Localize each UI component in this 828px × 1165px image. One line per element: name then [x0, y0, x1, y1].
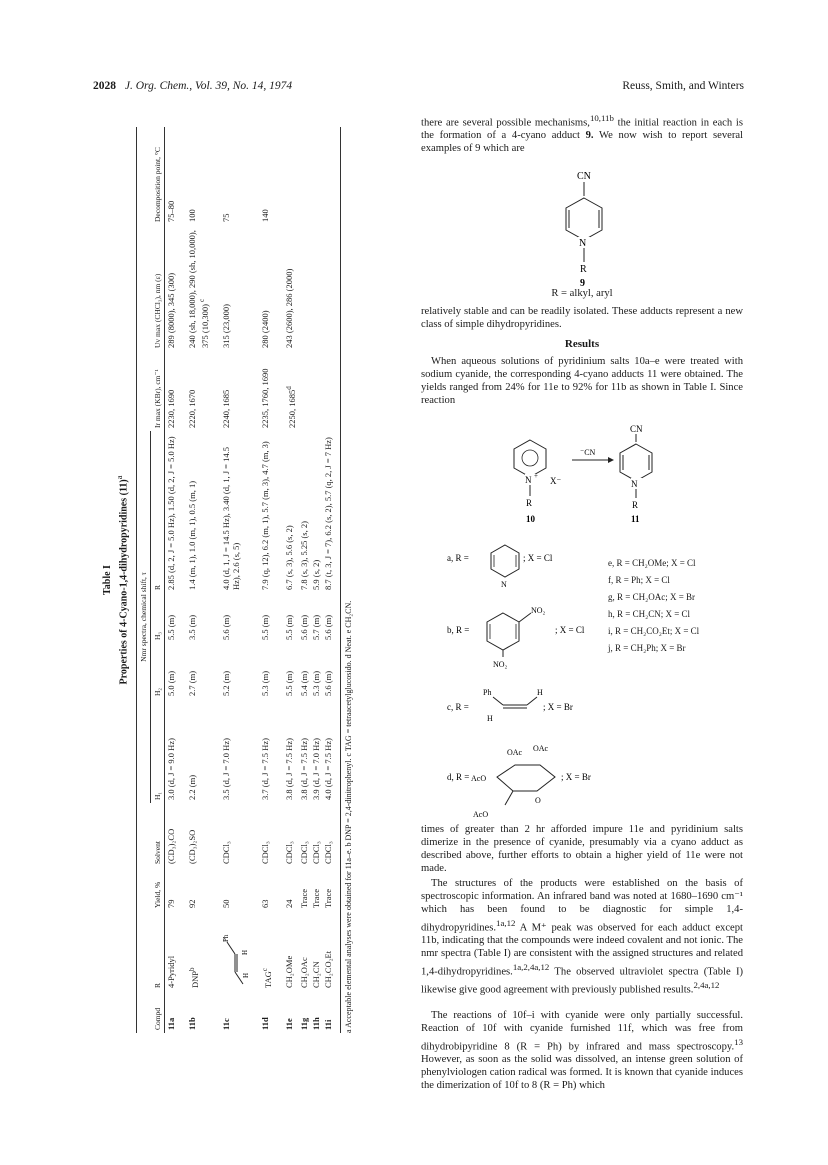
- p6-text-b: However, as soon as the solid was dissolved, an intense green solution of phenylviologen cation radical was formed. It is known that cyanide induces the dimerization of 10f to 8 (R = Ph) which: [421, 1054, 743, 1092]
- table-row: [177, 127, 211, 1033]
- cell-h1: 3.9 (d, J = 7.0 Hz): [310, 738, 321, 800]
- table-footnote: a Acceptable elemental analyses were obtained for 11a–e. b DNP = 2,4-dinitrophenyl. c TAG = tetraacetylglucosido. d Neat. e CH₂CN.: [340, 127, 353, 1033]
- legend-b: b, R =: [447, 625, 470, 635]
- cell-solvent: CDCl₃: [310, 841, 321, 864]
- svg-text:O: O: [535, 796, 541, 805]
- cell-uv: 243 (2600), 286 (2000): [283, 268, 294, 348]
- cell-h1: 2.2 (m): [187, 774, 198, 800]
- col-uv: Uv max (CHCl₃), nm (ε): [151, 225, 165, 351]
- cell-uv: 289 (8000), 345 (300): [166, 272, 177, 348]
- cell-uv: 280 (2400): [260, 310, 271, 348]
- paragraph-6: [421, 1010, 743, 1093]
- p1-text-b: the initial reaction in each is the formation of a 4-cyano adduct: [421, 117, 744, 142]
- cell-uv-mark: c: [198, 298, 207, 302]
- cell-nmr-r: 8.7 (t, 3, J = 7), 6.2 (s, 2), 5.7 (q, 2, J = 7 Hz): [322, 437, 333, 590]
- cell-h3: 5.6 (m): [322, 614, 333, 640]
- cell-nmr-r: 7.9 (q, 12), 6.2 (m, 1), 5.7 (m, 3), 4.7 (m, 3): [260, 441, 271, 590]
- cell-uv: 315 (23,000): [221, 304, 232, 348]
- ref: 2,4a,12: [693, 980, 720, 991]
- cell-r-mark: c: [261, 968, 270, 972]
- paragraph-4: [421, 824, 743, 876]
- cell-ir: 2235, 1760, 1690: [260, 368, 271, 428]
- table-row: [274, 127, 298, 1033]
- cell-compd: 11b: [187, 1017, 198, 1030]
- col-ir: Ir max (KBr), cm⁻¹: [151, 351, 165, 431]
- cell-yield: 79: [166, 899, 177, 908]
- cell-yield: Trace: [322, 888, 333, 908]
- svg-text:N: N: [525, 475, 532, 485]
- col-dp: Decomposition point, °C: [151, 127, 165, 225]
- col-yield: Yield, %: [151, 867, 165, 911]
- cell-h1: 3.7 (d, J = 7.5 Hz): [260, 738, 271, 800]
- table-region: [96, 120, 401, 1040]
- cell-h2: 5.2 (m): [221, 670, 232, 696]
- cell-solvent: CDCl₃: [283, 841, 294, 864]
- p3-text: When aqueous solutions of pyridinium salts 10a–e were treated with sodium cyanide, the corresponding 4-cyano adducts 11 were obtained. The yields ranged from 24% for 11e to 92% for 11b as shown in Table I. Since reaction: [421, 356, 743, 406]
- legend-item: j, R = CH₂Ph; X = Br: [608, 643, 686, 653]
- svg-text:H: H: [537, 688, 543, 697]
- cell-ir: 2220, 1670: [187, 389, 198, 428]
- page-number: 2028: [93, 80, 116, 92]
- journal-citation: J. Org. Chem., Vol. 39, No. 14, 1974: [124, 80, 293, 92]
- authors: Reuss, Smith, and Winters: [622, 80, 744, 92]
- p1-text-c: We now wish to report several examples of 9 which are: [421, 130, 743, 155]
- compound-11-label: 11: [631, 514, 640, 524]
- p6-text: The reactions of 10f–i with cyanide were only partially successful. Reaction of 10f with cyanide furnished 11f, which was free from dihydrobipyridine 8 (R = Ph) by infrared and mass spectroscopy.: [421, 1010, 743, 1053]
- cell-h3: 5.6 (m): [298, 614, 309, 640]
- legend-a-x: ; X = Cl: [523, 553, 553, 563]
- cell-compd: 11g: [298, 1017, 309, 1030]
- table-caption: [102, 120, 130, 1040]
- svg-text:OAc: OAc: [507, 748, 523, 757]
- cell-dp: 140: [260, 209, 271, 222]
- svg-text:R: R: [632, 500, 639, 510]
- cell-h2: 5.3 (m): [260, 670, 271, 696]
- reaction-scheme-diagram: [500, 420, 710, 530]
- cell-dp: 75–80: [166, 200, 177, 222]
- col-solvent: Solvent: [151, 803, 165, 867]
- table-row: [250, 127, 274, 1033]
- svg-text:CN: CN: [630, 424, 643, 434]
- cell-h2: 5.6 (m): [322, 670, 333, 696]
- svg-text:H: H: [487, 714, 493, 723]
- cell-h2: 5.4 (m): [298, 670, 309, 696]
- compound-10-label: 10: [526, 514, 535, 524]
- cell-uv: [298, 225, 310, 351]
- cell-h1: 3.8 (d, J = 7.5 Hz): [283, 738, 294, 800]
- cell-solvent: CDCl₃: [221, 841, 232, 864]
- cell-yield: 92: [187, 899, 198, 908]
- cell-r: 4-Pyridyl: [166, 955, 177, 988]
- cell-compd: 11h: [310, 1017, 321, 1030]
- cell-nmr-r: 2.85 (d, 2, J = 5.0 Hz), 1.50 (d, 2, J = 5.0 Hz): [166, 436, 177, 590]
- cell-h1: 4.0 (d, J = 7.5 Hz): [322, 738, 333, 800]
- structure-label: 9: [580, 278, 585, 289]
- cell-solvent: (CD₃)₂CO: [166, 828, 177, 864]
- cell-h1: 3.0 (d, J = 9.0 Hz): [166, 738, 177, 800]
- col-nmr-r: R: [151, 431, 165, 593]
- svg-text:OAc: OAc: [533, 744, 549, 753]
- p1-text: there are several possible mechanisms,: [421, 117, 590, 129]
- col-h3: H₃: [151, 593, 165, 643]
- cell-uv: [310, 225, 322, 351]
- compound-ref: 9.: [585, 130, 594, 142]
- nmr-group-header: Nmr spectra, chemical shift, τ: [137, 431, 151, 803]
- legend-b-x: ; X = Cl: [555, 625, 585, 635]
- legend-item: h, R = CH₂CN; X = Cl: [608, 609, 691, 619]
- p2-text: relatively stable and can be readily isolated. These adducts represent a new class of simple dihydropyridines.: [421, 306, 743, 330]
- cell-compd: 11i: [322, 1019, 333, 1030]
- ref: 1a,12: [496, 917, 516, 928]
- cell-nmr-r: 5.9 (s, 2): [310, 559, 321, 590]
- svg-text:N: N: [501, 580, 507, 589]
- legend-item: f, R = Ph; X = Cl: [608, 575, 670, 585]
- paragraph-intro: [421, 112, 743, 156]
- cell-dp: [298, 127, 310, 225]
- cell-r-text: DNP: [190, 970, 201, 988]
- cell-nmr-r: 6.7 (s, 3), 5.6 (s, 2): [283, 525, 294, 590]
- cell-h3: 5.6 (m): [221, 614, 232, 640]
- cell-dp: 75: [221, 213, 232, 222]
- table-title-mark: a: [115, 475, 124, 480]
- cell-compd: 11e: [283, 1018, 294, 1030]
- cell-h1: 3.8 (d, J = 7.5 Hz): [298, 738, 309, 800]
- styryl-structure-icon: [221, 928, 249, 988]
- p5-text: The structures of the products were established on the basis of spectroscopic information. An infrared band was noted at 1680–1690 cm⁻¹ which has been found to be diagnostic for simple 1,4-dihydropyridines.: [421, 878, 743, 934]
- svg-text:NO₂: NO₂: [531, 606, 546, 615]
- cell-compd: 11a: [166, 1017, 177, 1030]
- cell-ir: [298, 351, 310, 431]
- cell-yield: Trace: [310, 888, 321, 908]
- legend-c: c, R =: [447, 702, 469, 712]
- cell-yield: 63: [260, 899, 271, 908]
- cell-r: CH₂CN: [310, 961, 321, 988]
- cn-label: CN: [577, 171, 591, 182]
- table-label: Table I: [102, 565, 113, 595]
- svg-text:H: H: [241, 949, 250, 955]
- cell-yield: 50: [221, 899, 232, 908]
- table-header-row: [151, 127, 165, 1033]
- cell-dp: [274, 127, 298, 225]
- p4-text: times of greater than 2 hr afforded impure 11e and pyridinium salts dimerize in the presence of cyanide, presumably via a cyano adduct as described above, further efforts to obtain a higher yield of 11e were not made.: [421, 824, 743, 874]
- svg-text:NO₂: NO₂: [493, 660, 508, 669]
- cell-r: CH₂CO₂Et: [322, 950, 333, 988]
- cell-dp: [310, 127, 322, 225]
- cell-r: CH₂OMe: [283, 955, 294, 988]
- svg-text:R: R: [526, 498, 533, 508]
- legend-item: i, R = CH₂CO₂Et; X = Cl: [608, 626, 700, 636]
- col-r: R: [151, 911, 165, 991]
- legend-item: e, R = CH₂OMe; X = Cl: [608, 558, 696, 568]
- cell-uv: [177, 225, 211, 351]
- svg-text:N: N: [631, 479, 638, 489]
- svg-text:X⁻: X⁻: [550, 476, 562, 486]
- ref: 13: [734, 1036, 743, 1047]
- paragraph-2: [421, 306, 743, 332]
- table-group-header-row: [137, 127, 151, 1033]
- substituent-structures-diagram: [445, 525, 615, 835]
- cell-ir-mark: d: [284, 386, 293, 390]
- p5-text-b: A M⁺ peak was observed for each adduct except 11b, indicating that the compounds were indeed covalent and not ionic. The nmr spectra (Table I) are consistent with the assigned structures and related 1,4-dihydropyridines.: [421, 922, 743, 978]
- paragraph-3: [421, 356, 743, 408]
- cell-compd: 11d: [260, 1017, 271, 1030]
- struct9-caption: R = alkyl, aryl: [551, 288, 613, 299]
- table-row: [322, 127, 334, 1033]
- cell-ir: 2230, 1690: [166, 389, 177, 428]
- paragraph-5: [421, 878, 743, 998]
- cell-nmr-r: 4.0 (d, 1, J = 14.5 Hz), 3.40 (d, 1, J = 14.5 Hz), 2.6 (s, 5): [221, 447, 242, 590]
- cell-nmr-r: 1.4 (m, 1), 1.0 (m, 1), 0.5 (m, 1): [187, 480, 198, 590]
- col-h1: H₁: [151, 699, 165, 803]
- col-compd: Compd: [151, 991, 165, 1033]
- cell-solvent: CDCl₃: [322, 841, 333, 864]
- cell-solvent: CDCl₃: [260, 841, 271, 864]
- svg-text:AcO: AcO: [471, 774, 487, 783]
- table-row: [211, 127, 250, 1033]
- svg-text:+: +: [534, 472, 538, 480]
- svg-text:Ph: Ph: [222, 934, 231, 942]
- cell-solvent: (CD₃)₂SO: [187, 829, 198, 864]
- cell-r: [177, 911, 211, 991]
- cell-solvent: CDCl₃: [298, 841, 309, 864]
- r-group: R: [580, 264, 587, 275]
- ref: 1a,2,4a,12: [512, 961, 550, 972]
- cell-uv: [322, 225, 334, 351]
- cell-h3: 3.5 (m): [187, 614, 198, 640]
- cell-ir: [274, 351, 298, 431]
- table-row: [310, 127, 322, 1033]
- cell-yield: Trace: [298, 888, 309, 908]
- cell-h2: 5.5 (m): [283, 670, 294, 696]
- properties-table: [136, 127, 333, 1033]
- legend-d-x: ; X = Br: [561, 772, 591, 782]
- substituent-list: [608, 555, 699, 657]
- cell-compd: 11c: [221, 1018, 232, 1030]
- cell-ir: 2240, 1685: [221, 389, 232, 428]
- cell-h1: 3.5 (d, J = 7.0 Hz): [221, 738, 232, 800]
- svg-text:⁻CN: ⁻CN: [580, 448, 596, 457]
- cell-h3: 5.7 (m): [310, 614, 321, 640]
- results-heading: Results: [564, 338, 600, 350]
- svg-text:H: H: [242, 972, 251, 978]
- cell-r: [250, 911, 274, 991]
- cell-r: CH₂OAc: [298, 957, 309, 988]
- svg-text:Ph: Ph: [483, 688, 492, 697]
- cell-dp: [322, 127, 334, 225]
- cell-uv-text: 240 (sh, 18,000), 290 (sh, 10,000), 375 (10,300): [187, 230, 211, 348]
- table-title: Properties of 4-Cyano-1,4-dihydropyridines (11): [118, 479, 130, 685]
- cell-yield: 24: [283, 899, 294, 908]
- cell-h3: 5.5 (m): [283, 614, 294, 640]
- cell-dp: 100: [187, 209, 198, 222]
- cell-h2: 5.3 (m): [310, 670, 321, 696]
- cell-h3: 5.5 (m): [166, 614, 177, 640]
- cell-h3: 5.5 (m): [260, 614, 271, 640]
- running-header: [93, 80, 292, 92]
- cell-ir: [310, 351, 322, 431]
- table-rotated: [96, 120, 401, 1040]
- n-atom: N: [579, 238, 587, 249]
- cell-nmr-r: 7.8 (s, 3), 5.25 (s, 2): [298, 521, 309, 590]
- legend-a: a, R =: [447, 553, 469, 563]
- legend-item: g, R = CH₂OAc; X = Br: [608, 592, 696, 602]
- table-row: [298, 127, 310, 1033]
- legend-d: d, R =: [447, 772, 470, 782]
- legend-c-x: ; X = Br: [543, 702, 573, 712]
- cell-r-mark: b: [188, 967, 197, 971]
- cell-h2: 5.0 (m): [166, 670, 177, 696]
- col-h2: H₂: [151, 643, 165, 699]
- cell-ir-text: 2250, 1685: [286, 389, 297, 428]
- svg-text:AcO: AcO: [473, 810, 489, 819]
- p5-text-c: The observed ultraviolet spectra (Table I) likewise give good agreement with previously published results.: [421, 966, 743, 996]
- cell-h2: 2.7 (m): [187, 670, 198, 696]
- cell-ir: [322, 351, 334, 431]
- ref: 10,11b: [589, 113, 614, 123]
- cell-r-text: TAG: [262, 971, 273, 988]
- cell-r-structure: [211, 911, 250, 991]
- structure-9-diagram: [540, 160, 640, 290]
- table-row: [165, 127, 178, 1033]
